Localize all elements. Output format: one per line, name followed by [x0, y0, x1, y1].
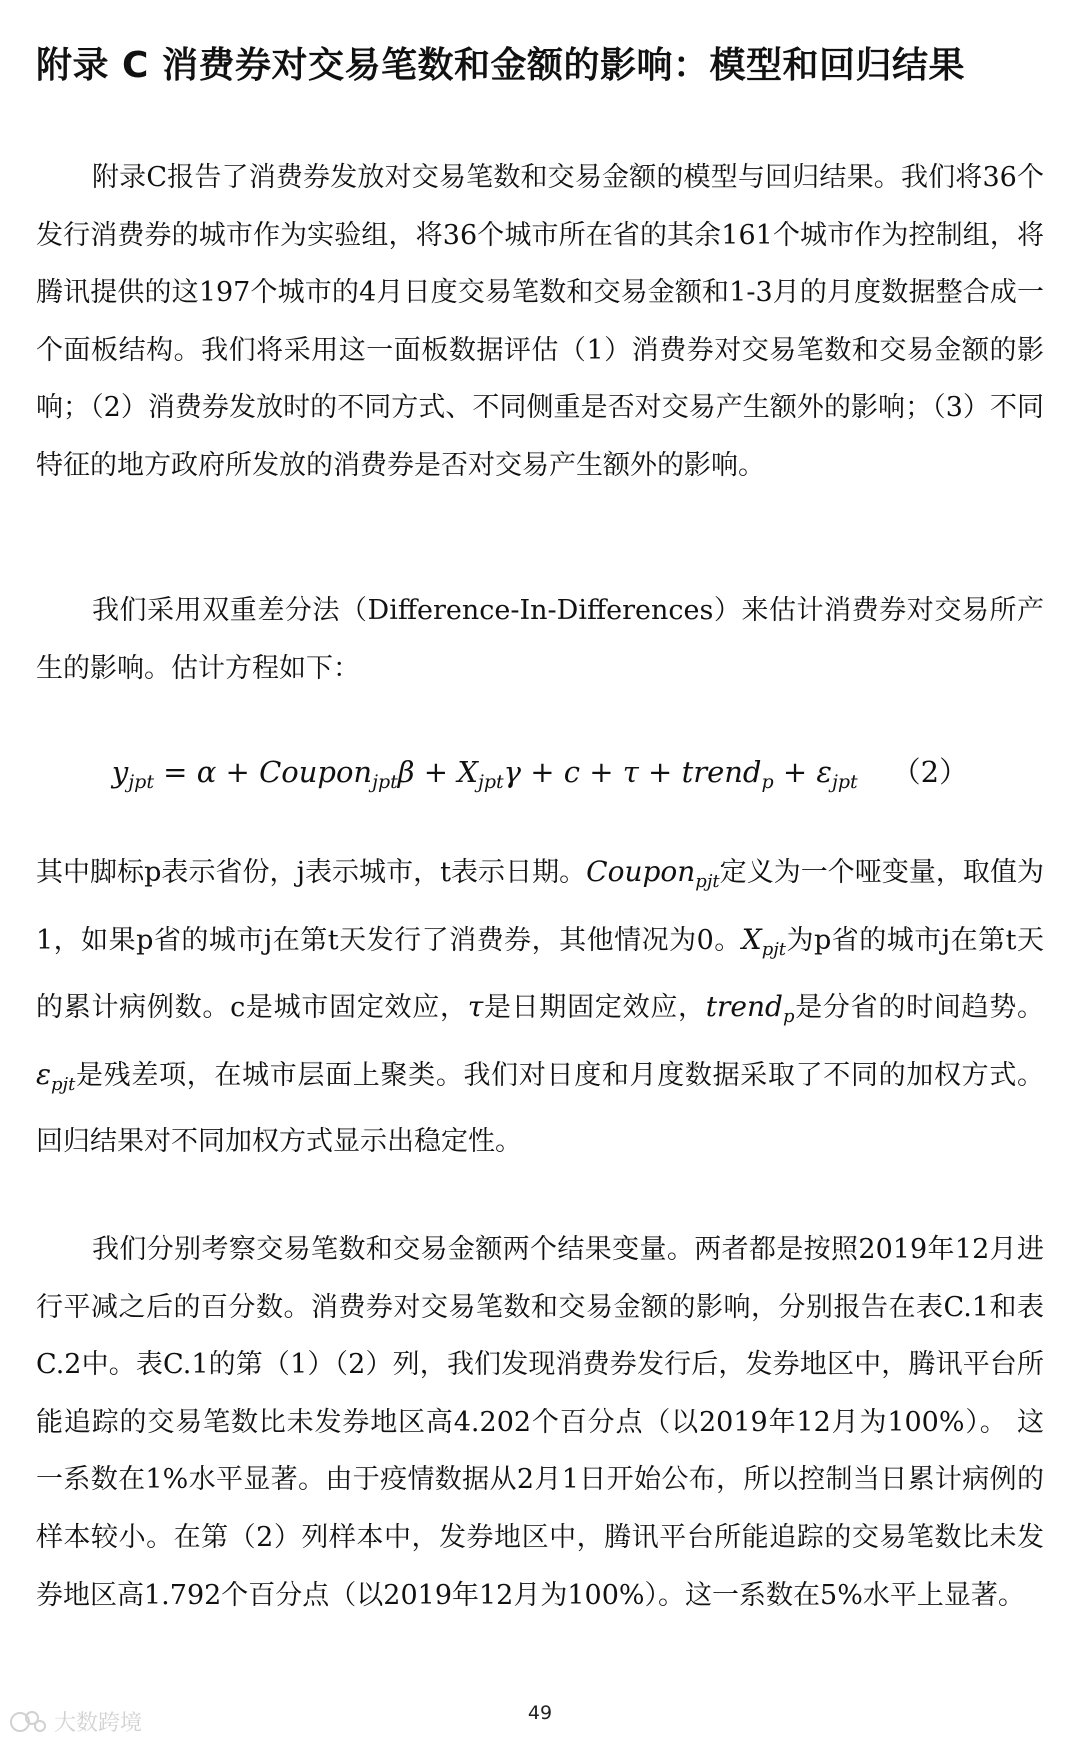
eq-trend-sub: p — [761, 771, 774, 793]
var-epsilon — [36, 1057, 76, 1095]
eq-alpha: α — [196, 755, 217, 789]
eq-trend: trend — [681, 755, 762, 789]
equation-number: （2） — [891, 755, 969, 789]
var-coupon-name: Coupon — [586, 855, 696, 888]
eq-op: + — [521, 755, 564, 789]
eq-op: = — [153, 755, 197, 789]
eq-gamma: γ — [503, 755, 522, 789]
eq-c: c — [563, 755, 581, 789]
eq-op: + — [638, 755, 682, 789]
paragraph-intro: 附录C报告了消费券发放对交易笔数和交易金额的模型与回归结果。我们将36个发行消费券的城市作为实验组，将36个城市所在省的其余161个城市作为控制组，将腾讯提供的这197个城市的4月日度交易笔数和交易金额和1-3月的月度数据整合成一个面板结构。我们将采用这一面板数据评估（1）消费券对交易笔数和交易金额的影响；（2）消费券发放时的不同方式、不同侧重是否对交易产生额外的影响；（3）不同特征的地方政府所发放的消费券是否对交易产生额外的影响。 — [36, 162, 1044, 481]
eq-beta: β — [397, 755, 415, 789]
var-text: 其中脚标p表示省份，j表示城市，t表示日期。 — [36, 857, 587, 888]
eq-epsilon: ε — [816, 755, 832, 789]
var-trend-name: trend — [705, 990, 783, 1024]
var-text: 是日期固定效应， — [483, 992, 706, 1024]
eq-op: + — [580, 755, 623, 789]
var-tau: τ — [467, 990, 484, 1024]
var-trend — [705, 990, 795, 1028]
var-x-sub: pjt — [761, 938, 787, 960]
var-epsilon-sub: pjt — [51, 1073, 76, 1095]
appendix-title: 附录 C 消费券对交易笔数和金额的影响：模型和回归结果 — [36, 45, 965, 86]
eq-op: + — [216, 755, 260, 789]
paragraph-results: 我们分别考察交易笔数和交易金额两个结果变量。两者都是按照2019年12月进行平减之后的百分数。消费券对交易笔数和交易金额的影响，分别报告在表C.1和表C.2中。表C.1的第（1）（2）列，我们发现消费券发行后，发券地区中，腾讯平台所能追踪的交易笔数比未发券地区高4.202个百分点（以2019年12月为100%）。 这一系数在1%水平显著。由于疫情数据从2月1日开始公布，所以控制当日累计病例的样本较小。在第（2）列样本中，发券地区中，腾讯平台所能追踪的交易笔数比未发券地区高1.792个百分点（以2019年12月为100%）。这一系数在5%水平上显著。 — [36, 1234, 1044, 1611]
var-trend-sub: p — [782, 1006, 795, 1028]
var-x-name: X — [741, 922, 762, 956]
eq-x: X — [457, 755, 478, 789]
var-coupon — [586, 855, 720, 892]
eq-y: y — [111, 755, 129, 789]
paragraph-method: 我们采用双重差分法（Difference-In-Differences）来估计消费券对交易所产生的影响。估计方程如下： — [36, 595, 1044, 684]
watermark-text: 大数跨境 — [54, 1711, 143, 1736]
regression-equation — [0, 742, 1080, 812]
eq-epsilon-sub: jpt — [831, 771, 858, 793]
eq-y-sub: jpt — [128, 771, 154, 793]
eq-op: + — [773, 755, 817, 789]
var-text: 是分省的时间趋势。 — [794, 992, 1044, 1024]
eq-x-sub: jpt — [477, 771, 504, 793]
page-number: 49 — [527, 1702, 553, 1724]
var-text: 定义为一个哑变量，取值为1，如果p省的城市j在第t天发行了消费券，其他情况为0。 — [36, 857, 1044, 956]
var-epsilon-name: ε — [36, 1057, 52, 1091]
var-text: 为p省的城市j在第t天的累计病例数。c是城市固定效应， — [36, 924, 1044, 1024]
eq-tau: τ — [622, 755, 639, 789]
eq-coupon-sub: jpt — [372, 771, 398, 793]
var-text: 是残差项，在城市层面上聚类。我们对日度和月度数据采取了不同的加权方式。回归结果对不同加权方式显示出稳定性。 — [36, 1059, 1044, 1158]
paragraph-variables — [36, 843, 1044, 1171]
eq-op: + — [414, 755, 458, 789]
eq-coupon: Coupon — [259, 755, 373, 789]
var-x — [741, 922, 787, 960]
var-coupon-sub: pjt — [695, 871, 720, 892]
